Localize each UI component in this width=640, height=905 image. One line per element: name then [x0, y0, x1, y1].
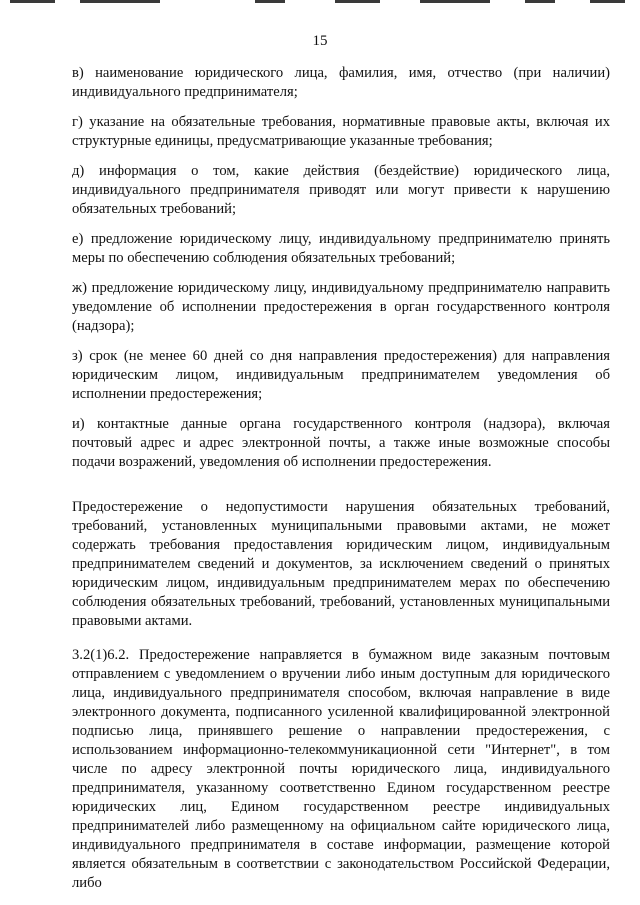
paragraph-item-g: г) указание на обязательные требования, нормативные правовые акты, включая их структурные единицы, предусматривающие указанные требования; [72, 114, 610, 149]
top-edge-mark [80, 0, 160, 3]
top-edge-mark [525, 0, 555, 3]
paragraph-item-zh: ж) предложение юридическому лицу, индивидуальному предпринимателю направить уведомление об исполнении предостережения в орган государственного контроля (надзора); [72, 280, 610, 334]
paragraph-item-e: е) предложение юридическому лицу, индивидуальному предпринимателю принять меры по обеспечению соблюдения обязательных требований; [72, 231, 610, 266]
paragraph-item-d: д) информация о том, какие действия (бездействие) юридического лица, индивидуального предпринимателя приводят или могут привести к нарушению обязательных требований; [72, 163, 610, 217]
top-edge-mark [10, 0, 55, 3]
top-edge-mark [590, 0, 625, 3]
paragraph-item-v: в) наименование юридического лица, фамилия, имя, отчество (при наличии) индивидуального предпринимателя; [72, 65, 610, 100]
paragraph-warning-restriction: Предостережение о недопустимости нарушения обязательных требований, требований, установленных муниципальными правовыми актами, не может содержать требования предоставления юридическим лицом, индивидуальным предпринимателем сведений и документов, за исключением сведений о принятых юридическим лицом, индивидуальным предпринимателем мерах по обеспечению соблюдения обязательных требований, требований, установленных муниципальными правовыми актами. [72, 499, 610, 629]
top-edge-mark [335, 0, 380, 3]
paragraph-item-i: и) контактные данные органа государственного контроля (надзора), включая почтовый адрес и адрес электронной почты, а также иные возможные способы подачи возражений, уведомления об исполнении предостережения. [72, 416, 610, 470]
document-body [72, 64, 610, 893]
paragraph-item-z: з) срок (не менее 60 дней со дня направления предостережения) для направления юридическим лицом, индивидуальным предпринимателем уведомления об исполнении предостережения; [72, 348, 610, 402]
page-number: 15 [312, 33, 328, 49]
top-edge-mark [420, 0, 490, 3]
paragraph-section-3-2-1-6-2: 3.2(1)6.2. Предостережение направляется в бумажном виде заказным почтовым отправлением с уведомлением о вручении либо иным доступным для юридического лица, индивидуального предпринимателя способом, включая направление в виде электронного документа, подписанного усиленной квалифицированной электронной подписью лица, принявшего решение о направлении предостережения, с использованием информационно-телекоммуникационной сети "Интернет", в том числе по адресу электронной почты юридического лица, индивидуального предпринимателя, указанному соответственно Едином государственном реестре юридических лиц, Едином государственном реестре индивидуальных предпринимателей либо размещенному на официальном сайте юридического лица, индивидуального предпринимателя в составе информации, размещение которой является обязательным в соответствии с законодательством Российской Федерации, либо [72, 647, 610, 891]
top-edge-mark [255, 0, 285, 3]
